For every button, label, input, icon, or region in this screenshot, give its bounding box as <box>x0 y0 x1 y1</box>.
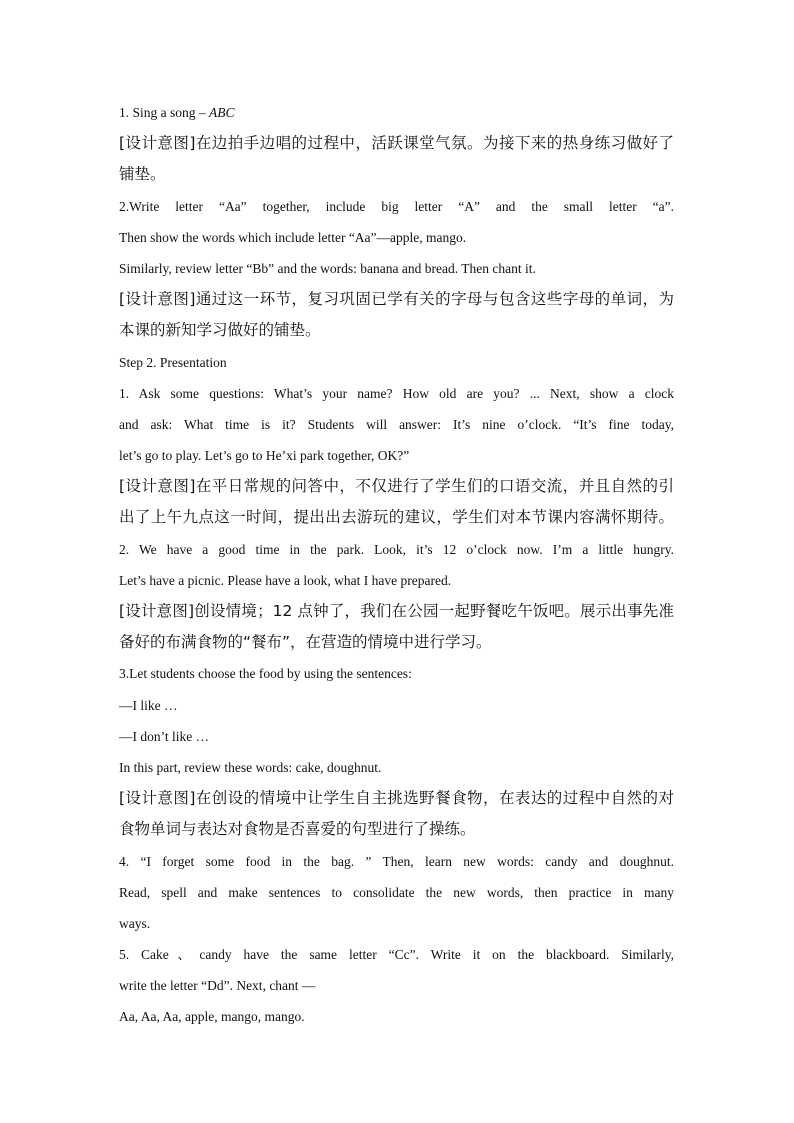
text-line: In this part, review these words: cake, doughnut. <box>119 759 382 775</box>
dialogue-line: —I don’t like … <box>119 728 210 744</box>
text-line-main: 1. Sing a song – <box>119 105 210 120</box>
text-line <box>119 97 674 128</box>
design-intent-line: 备好的布满食物的“餐布”，在营造的情境中进行学习。 <box>119 633 492 652</box>
design-intent-line: 铺垫。 <box>119 165 166 184</box>
section-heading: Step 2. Presentation <box>119 354 227 370</box>
design-intent-line: 食物单词与表达对食物是否喜爱的句型进行了操练。 <box>119 820 476 839</box>
text-line: 5. Cake、candy have the same letter “Cc”. Write it on the blackboard. Similarly, <box>119 947 674 963</box>
design-intent-line: [设计意图]在平日常规的问答中，不仅进行了学生们的口语交流，并且自然的引 <box>119 477 674 496</box>
text-line: 1. Ask some questions: What’s your name? How old are you? ... Next, show a clock <box>119 385 674 401</box>
text-line: 3.Let students choose the food by using the sentences: <box>119 666 412 682</box>
song-title: ABC <box>209 105 235 120</box>
design-intent-line: [设计意图]通过这一环节，复习巩固已学有关的字母与包含这些字母的单词，为 <box>119 290 674 309</box>
design-intent-line: [设计意图]创设情境；12 点钟了，我们在公园一起野餐吃午饭吧。展示出事先准 <box>119 602 674 620</box>
text-line: 2. We have a good time in the park. Look, it’s 12 o’clock now. I’m a little hungry. <box>119 541 674 557</box>
text-line: 2.Write letter “Aa” together, include big letter “A” and the small letter “a”. <box>119 198 674 214</box>
dialogue-line: —I like … <box>119 697 178 713</box>
design-intent-line: 本课的新知学习做好的铺垫。 <box>119 321 321 340</box>
text-line: write the letter “Dd”. Next, chant — <box>119 978 316 994</box>
text-line: and ask: What time is it? Students will answer: It’s nine o’clock. “It’s fine today, <box>119 416 674 432</box>
design-intent-line: [设计意图]在边拍手边唱的过程中，活跃课堂气氛。为接下来的热身练习做好了 <box>119 134 674 153</box>
chant-line: Aa, Aa, Aa, apple, mango, mango. <box>119 1009 305 1025</box>
text-line: ways. <box>119 915 151 931</box>
text-line: let’s go to play. Let’s go to He’xi park together, OK?” <box>119 448 410 464</box>
text-line: Then show the words which include letter “Aa”—apple, mango. <box>119 229 467 245</box>
text-line: Let’s have a picnic. Please have a look, what I have prepared. <box>119 572 452 588</box>
text-line: Read, spell and make sentences to consolidate the new words, then practice in many <box>119 884 674 900</box>
design-intent-line: [设计意图]在创设的情境中让学生自主挑选野餐食物，在表达的过程中自然的对 <box>119 789 674 808</box>
document-body <box>119 97 674 1033</box>
text-line: Similarly, review letter “Bb” and the words: banana and bread. Then chant it. <box>119 260 536 276</box>
design-intent-line: 出了上午九点这一时间，提出出去游玩的建议，学生们对本节课内容满怀期待。 <box>119 508 674 527</box>
text-line: 4. “I forget some food in the bag. ” Then, learn new words: candy and doughnut. <box>119 853 674 869</box>
